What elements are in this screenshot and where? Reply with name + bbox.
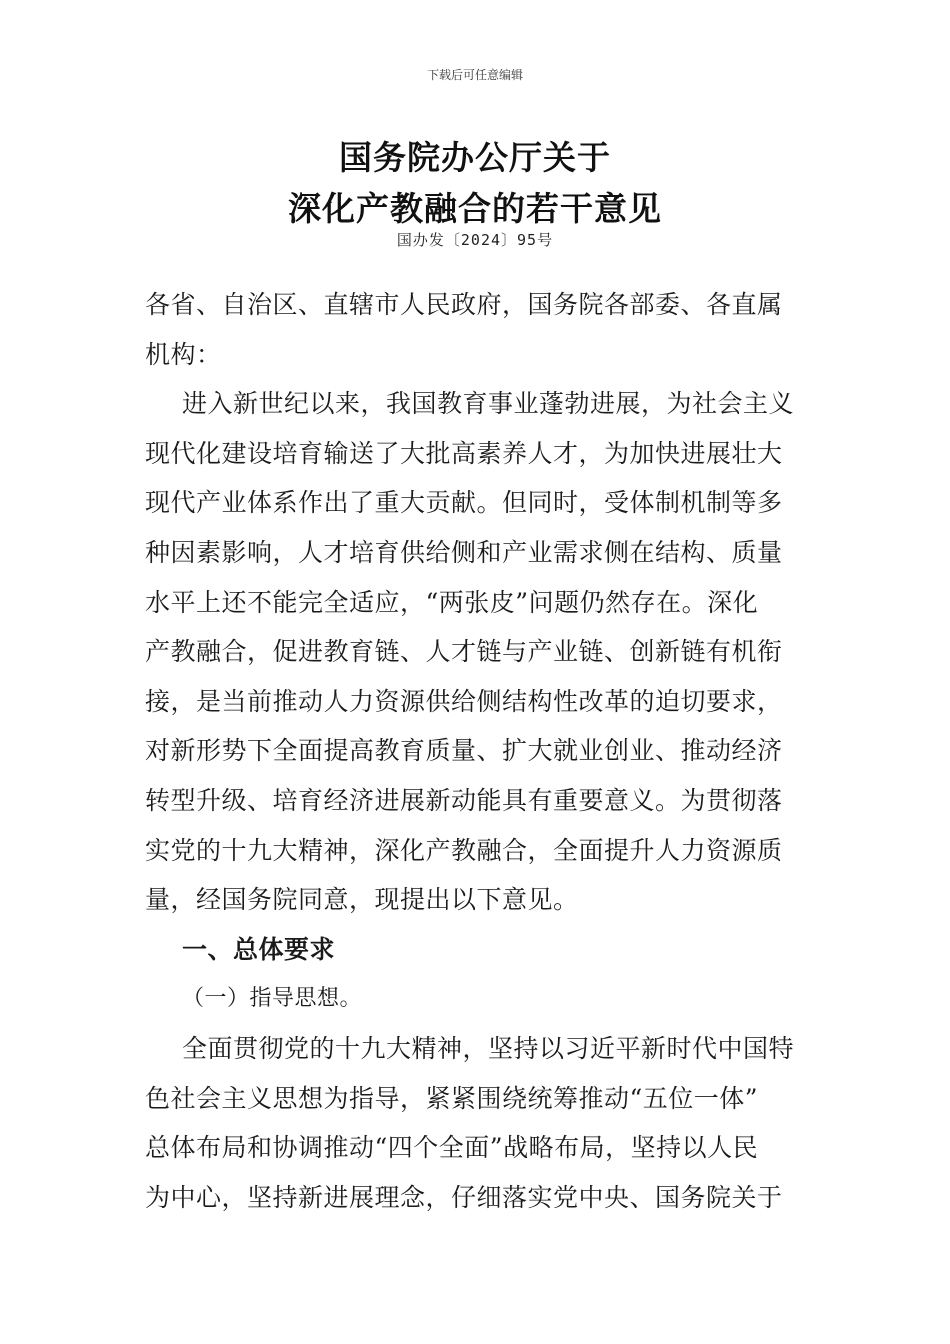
header-note: 下载后可任意编辑 bbox=[426, 68, 523, 82]
body-line: 种因素影响，人才培育供给侧和产业需求侧在结构、质量 bbox=[145, 537, 783, 567]
body-line: 现代化建设培育输送了大批高素养人才，为加快进展壮大 bbox=[145, 438, 783, 468]
body-line: 实党的十九大精神，深化产教融合，全面提升人力资源质 bbox=[145, 835, 783, 865]
section-heading: 一、总体要求 bbox=[182, 934, 336, 964]
body-line: 机构： bbox=[145, 339, 222, 369]
document-number: 国办发〔2024〕95号 bbox=[396, 231, 554, 249]
body-line: 转型升级、培育经济进展新动能具有重要意义。为贯彻落 bbox=[145, 785, 783, 815]
body-line: 总体布局和协调推动“四个全面”战略布局，坚持以人民 bbox=[145, 1133, 759, 1163]
body-line: 色社会主义思想为指导，紧紧围绕统筹推动“五位一体” bbox=[145, 1083, 759, 1113]
document-title-line-1: 国务院办公厅关于 bbox=[339, 138, 611, 177]
body-line: 各省、自治区、直辖市人民政府，国务院各部委、各直属 bbox=[145, 290, 783, 319]
body-line: 为中心，坚持新进展理念，仔细落实党中央、国务院关于 bbox=[145, 1182, 783, 1212]
body-line: 接，是当前推动人力资源供给侧结构性改革的迫切要求， bbox=[145, 686, 783, 716]
subsection-heading: （一）指导思想。 bbox=[182, 986, 363, 1012]
body-line: 量，经国务院同意，现提出以下意见。 bbox=[145, 885, 579, 915]
body-line: 产教融合，促进教育链、人才链与产业链、创新链有机衔 bbox=[145, 637, 783, 667]
body-line: 进入新世纪以来，我国教育事业蓬勃进展，为社会主义 bbox=[182, 389, 795, 419]
body-line: 水平上还不能完全适应，“两张皮”问题仍然存在。深化 bbox=[145, 587, 759, 617]
document-title-line-2: 深化产教融合的若干意见 bbox=[288, 189, 662, 228]
document-body bbox=[145, 280, 807, 1222]
body-line: 全面贯彻党的十九大精神，坚持以习近平新时代中国特 bbox=[182, 1033, 795, 1063]
body-line: 现代产业体系作出了重大贡献。但同时，受体制机制等多 bbox=[145, 488, 783, 518]
body-line: 对新形势下全面提高教育质量、扩大就业创业、推动经济 bbox=[145, 736, 783, 766]
